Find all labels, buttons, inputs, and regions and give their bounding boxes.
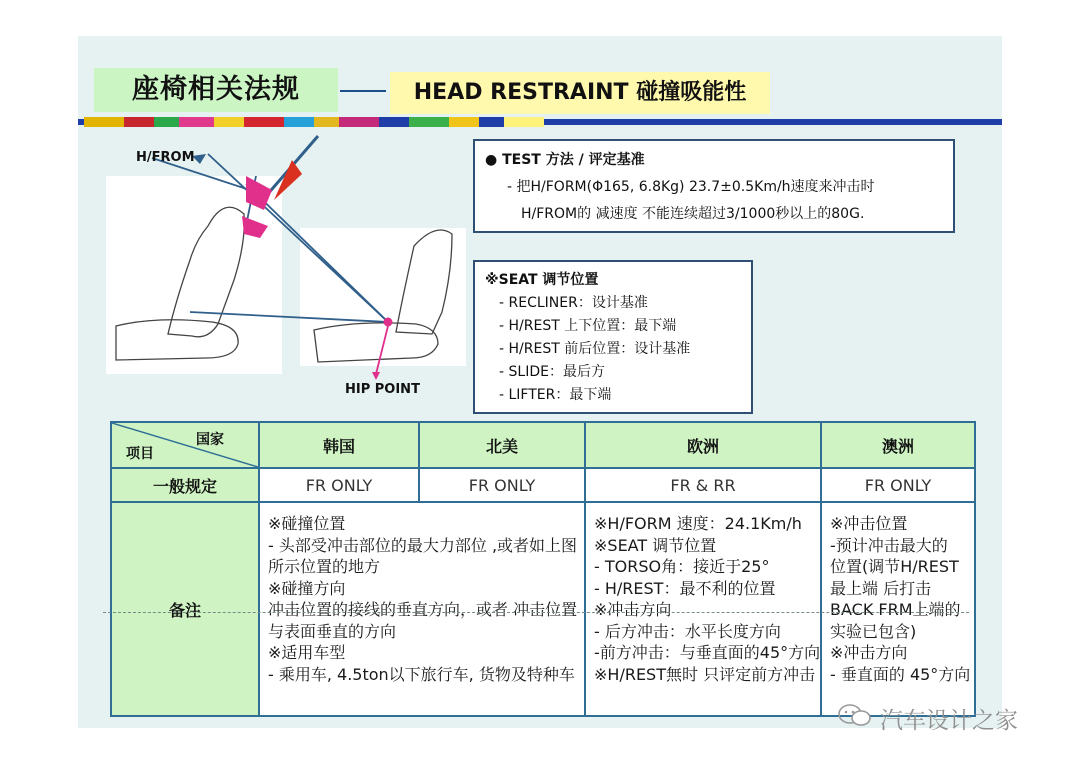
header-korea: 韩国: [259, 422, 419, 468]
remark-line: BACK FRM上端的: [830, 600, 961, 619]
remark-line: -前方冲击：与垂直面的45°方向: [594, 643, 821, 662]
remark-line: - 乘用车, 4.5ton以下旅行车, 货物及特种车: [268, 664, 575, 684]
watermark-text: 汽车设计之家: [880, 708, 1018, 734]
remark-line: 与表面垂直的方向: [268, 621, 397, 641]
general-value-north-america: FR ONLY: [419, 468, 585, 502]
remark-line: ※冲击方向: [830, 643, 908, 662]
remark-line: ※冲击方向: [594, 600, 672, 619]
remark-line: ※冲击位置: [830, 514, 908, 533]
general-value-korea: FR ONLY: [259, 468, 419, 502]
remark-line: - H/REST：最不利的位置: [594, 578, 776, 598]
remark-line: ※H/FORM 速度：24.1Km/h: [594, 514, 802, 533]
seat-adjust-item: - H/REST 前后位置：设计基准: [499, 341, 691, 357]
test-method-box: [473, 139, 955, 233]
remark-line: 冲击位置的接线的垂直方向，或者 冲击位置: [268, 600, 578, 619]
remark-line: - 垂直面的 45°方向: [830, 664, 971, 684]
remark-line: 位置(调节H/REST: [830, 557, 959, 576]
hform-label: H/FROM: [136, 150, 195, 165]
regulation-table: [110, 421, 976, 717]
header-europe: 欧洲: [585, 422, 821, 468]
remark-line: ※适用车型: [268, 643, 346, 662]
seat-adjust-item: - RECLINER：设计基准: [499, 295, 648, 311]
seat-adjust-box: [473, 260, 753, 414]
header-australia: 澳洲: [821, 422, 975, 468]
remark-line: ※SEAT 调节位置: [594, 535, 717, 555]
remark-line: - 后方冲击：水平长度方向: [594, 621, 781, 641]
remark-line: 所示位置的地方: [268, 557, 381, 576]
test-method-line: - 把H/FORM(Φ165, 6.8Kg) 23.7±0.5Km/h速度来冲击时: [507, 179, 875, 195]
seat-adjust-item: - H/REST 上下位置：最下端: [499, 318, 677, 334]
test-method-heading: ● TEST 方法 / 评定基准: [485, 152, 645, 168]
dotted-divider: [103, 612, 969, 613]
general-value-europe: FR & RR: [585, 468, 821, 502]
page-subtitle: HEAD RESTRAINT 碰撞吸能性: [390, 72, 770, 114]
seat-adjust-item: - LIFTER：最下端: [499, 387, 612, 403]
header-north-america: 北美: [419, 422, 585, 468]
remark-line: ※H/REST無时 只评定前方冲击: [594, 664, 816, 684]
remark-line: 最上端 后打击: [830, 578, 932, 598]
remark-line: - TORSO角：接近于25°: [594, 557, 770, 576]
hip-point-label: HIP POINT: [345, 382, 420, 397]
remark-line: - 头部受冲击部位的最大力部位 ,或者如上图: [268, 535, 578, 555]
test-method-line: H/FROM的 减速度 不能连续超过3/1000秒以上的80G.: [521, 206, 865, 222]
remarks-australia: [821, 502, 975, 716]
remarks-europe: [585, 502, 821, 716]
remark-line: -预计冲击最大的: [830, 535, 948, 555]
title-connector: [340, 90, 386, 92]
remark-line: ※碰撞位置: [268, 514, 346, 533]
remark-line: 实验已包含): [830, 621, 917, 641]
corner-item-label: 项目: [126, 446, 154, 462]
remarks-label: 备注: [111, 502, 259, 716]
seat-adjust-heading: ※SEAT 调节位置: [485, 272, 599, 288]
table-corner-cell: [111, 422, 259, 468]
general-rule-label: 一般规定: [111, 468, 259, 502]
wechat-icon: [836, 702, 876, 728]
remark-line: ※碰撞方向: [268, 578, 346, 598]
general-value-australia: FR ONLY: [821, 468, 975, 502]
seat-diagram: [96, 130, 466, 410]
page-title: 座椅相关法规: [94, 68, 338, 112]
corner-country-label: 国家: [196, 432, 224, 448]
remarks-korea-na: [259, 502, 585, 716]
seat-adjust-item: - SLIDE：最后方: [499, 364, 605, 380]
decorative-stripe-art: [84, 117, 644, 127]
